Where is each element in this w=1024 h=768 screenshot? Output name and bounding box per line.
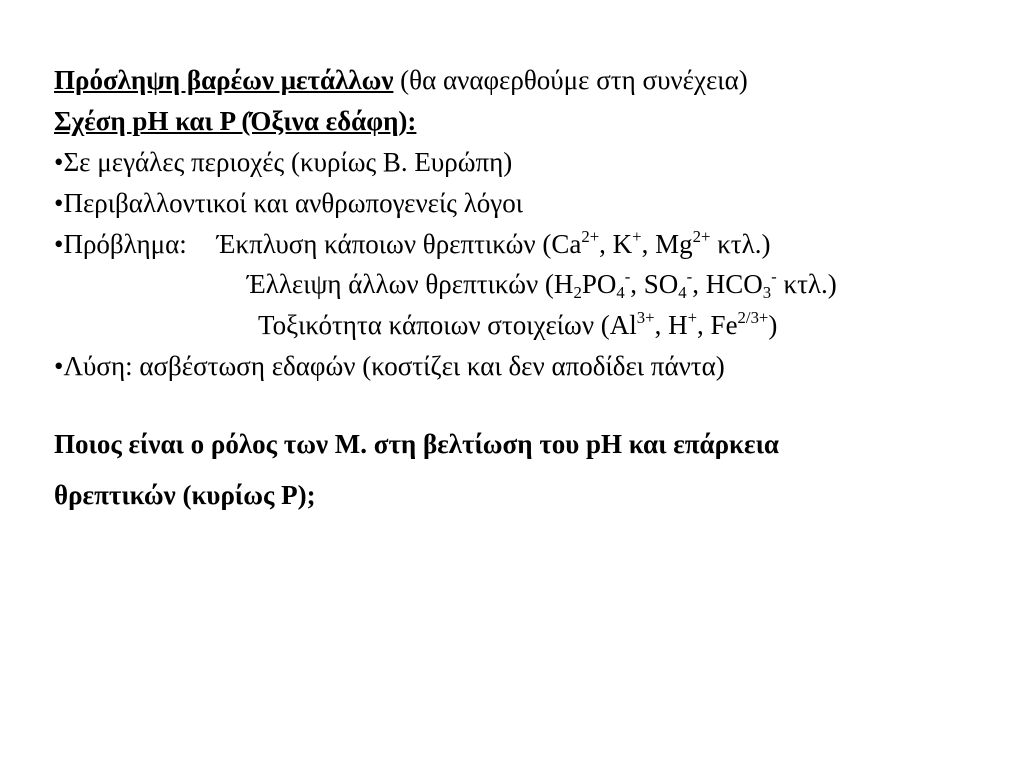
ph-p-line	[54, 105, 416, 137]
bullet-regions: •Σε μεγάλες περιοχές (κυρίως Β. Ευρώπη)	[54, 147, 513, 177]
toxicity-text: Τοξικότητα κάποιων στοιχείων ($Al^{3+}$, H+, $Fe^{2/3+}$)	[258, 308, 778, 340]
deficiency-text: Έλλειψη άλλων θρεπτικών ($H_2PO_4^-$, $SO_4^-$, $HCO_3^-$ κτλ.)	[247, 267, 837, 303]
problem-label: •Πρόβλημα:	[54, 229, 187, 259]
heavy-metals-line	[54, 64, 748, 96]
bullet-solution: •Λύση: ασβέστωση εδαφών (κοστίζει και δεν αποδίδει πάντα)	[54, 351, 725, 381]
heavy-metals-heading: Πρόσληψη βαρέων μετάλλων	[54, 65, 394, 95]
question-line-2: θρεπτικών (κυρίως P);	[54, 480, 316, 510]
question-line-1: Ποιος είναι ο ρόλος των Μ. στη βελτίωση του pH και επάρκεια	[54, 429, 780, 459]
heavy-metals-note: (θα αναφερθούμε στη συνέχεια)	[393, 65, 748, 95]
bullet-problem	[54, 228, 771, 260]
bullet-causes: •Περιβαλλοντικοί και ανθρωπογενείς λόγοι	[54, 188, 523, 218]
ph-p-heading: Σχέση pH και P (Όξινα εδάφη):	[54, 106, 417, 136]
leaching-text: Έκπλυση κάποιων θρεπτικών ($Ca^{2+}$, K+, $Mg^{2+}$ κτλ.)	[216, 227, 771, 259]
